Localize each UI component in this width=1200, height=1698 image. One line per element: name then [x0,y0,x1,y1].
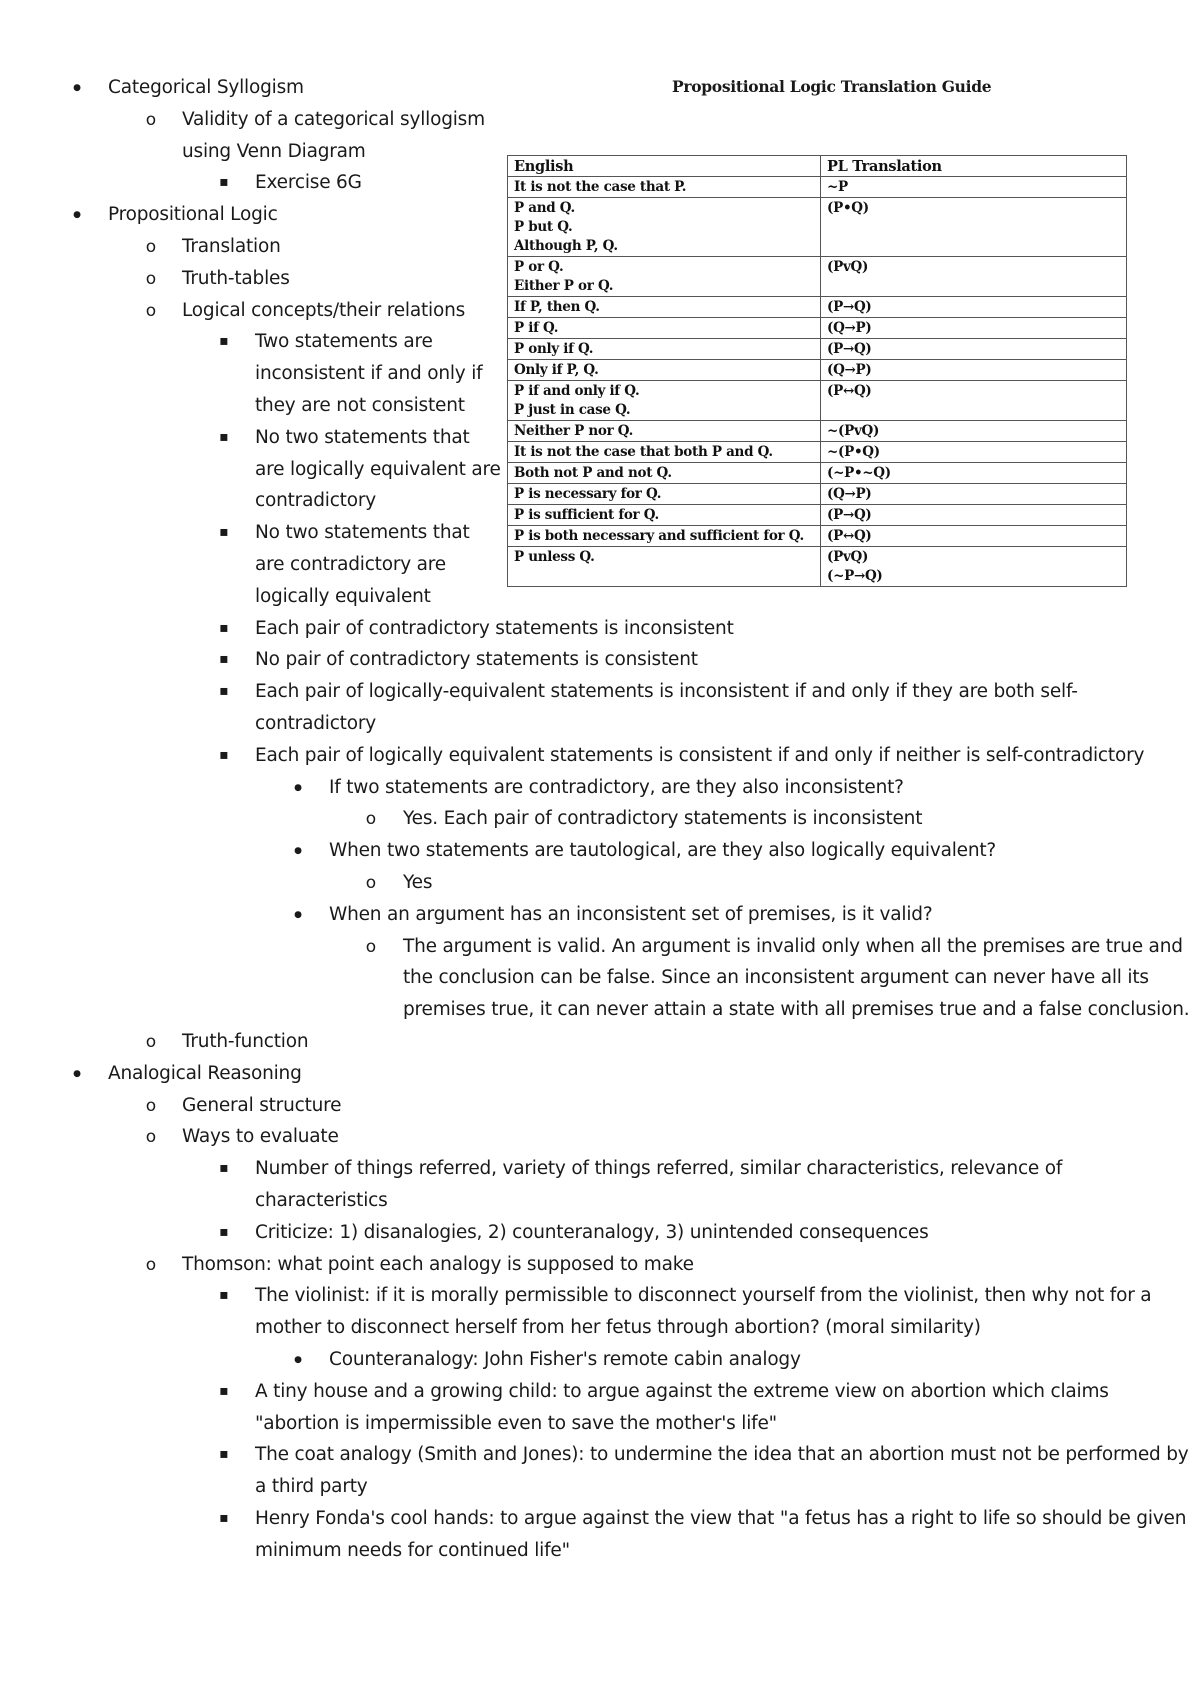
pl-formula: (PvQ) [827,259,869,275]
pl-cell [821,360,1127,381]
pl-cell [821,526,1127,547]
outline-item: Truth-function [182,1031,309,1052]
table-row [508,360,1127,381]
pl-formula: (~P→Q) [827,568,883,584]
pl-formula: (P↔Q) [827,528,872,544]
outline-item: using Venn Diagram [182,140,366,162]
outline-item: General structure [182,1094,342,1116]
outline-item: No two statements that [255,426,470,448]
english-cell [508,297,821,318]
outline-item: Each pair of logically-equivalent statements is inconsistent if and only if they are both self- [255,681,1078,703]
outline-item: Number of things referred, variety of things referred, similar characteristics, relevance of [255,1158,1063,1180]
outline-item: Henry Fonda's cool hands: to argue against the view that "a fetus has a right to life so should be given [255,1508,1187,1529]
pl-cell [821,381,1127,421]
bullet-circle-icon [141,1031,161,1053]
bullet-square-icon [214,745,234,768]
english-cell [508,318,821,339]
outline-item: The coat analogy (Smith and Jones): to undermine the idea that an abortion must not be performed by [255,1444,1189,1466]
outline-item: Ways to evaluate [182,1126,339,1148]
english-text: Either P or Q. [514,278,614,294]
outline-item: minimum needs for continued life" [255,1539,570,1561]
table-header-row [508,156,1127,177]
english-cell [508,484,821,505]
english-cell [508,198,821,257]
outline-item: Criticize: 1) disanalogies, 2) counteranalogy, 3) unintended consequences [255,1221,929,1243]
outline-item: "abortion is impermissible even to save the mother's life" [255,1412,777,1434]
table-row [508,297,1127,318]
outline-item: When two statements are tautological, are they also logically equivalent? [329,840,997,862]
outline-item: Validity of a categorical syllogism [182,108,485,130]
english-cell [508,177,821,198]
outline-item: are contradictory are [255,554,446,575]
bullet-square-icon [214,427,234,450]
table-row [508,484,1127,505]
bullet-circle-icon [361,872,381,894]
outline-item: A tiny house and a growing child: to argue against the extreme view on abortion which claims [255,1380,1109,1402]
english-text: It is not the case that both P and Q. [514,444,773,460]
pl-formula: ~P [827,179,848,195]
outline-item: Truth-tables [182,267,290,289]
pl-cell [821,198,1127,257]
outline-item: Exercise 6G [255,172,362,194]
english-text: P only if Q. [514,341,594,357]
pl-formula: (Q→P) [827,486,872,502]
pl-cell [821,442,1127,463]
pl-formula: (P→Q) [827,299,872,315]
outline-item: Each pair of logically equivalent statements is consistent if and only if neither is self-contradictory [255,744,1145,766]
outline-item: they are not consistent [255,395,465,416]
bullet-dot-icon [67,77,87,102]
bullet-circle-icon [361,808,381,830]
english-column-header: English [508,156,821,177]
bullet-square-icon [214,1285,234,1308]
english-text: Although P, Q. [514,238,618,254]
english-cell [508,463,821,484]
pl-cell [821,463,1127,484]
outline-item: Analogical Reasoning [108,1062,302,1084]
outline-item: mother to disconnect herself from her fetus through abortion? (moral similarity) [255,1317,981,1339]
bullet-square-icon [214,331,234,354]
pl-cell [821,257,1127,297]
outline-item: Each pair of contradictory statements is inconsistent [255,617,734,639]
pl-formula: (Q→P) [827,320,872,336]
pl-cell [821,339,1127,360]
english-text: Both not P and not Q. [514,465,672,481]
outline-item: characteristics [255,1190,388,1211]
bullet-square-icon [214,681,234,704]
english-text: P and Q. [514,200,575,216]
english-text: P is both necessary and sufficient for Q. [514,528,804,544]
outline-item: If two statements are contradictory, are they also inconsistent? [329,776,904,798]
outline-item: Thomson: what point each analogy is supposed to make [182,1253,694,1275]
bullet-dot-icon [288,777,308,802]
translation-guide-table [507,155,1127,587]
bullet-circle-icon [141,1254,161,1276]
bullet-square-icon [214,1508,234,1531]
bullet-dot-icon [67,204,87,229]
bullet-circle-icon [141,300,161,322]
outline-item: Categorical Syllogism [108,77,304,98]
english-cell [508,547,821,587]
translation-guide-body [508,177,1127,587]
english-cell [508,505,821,526]
bullet-square-icon [214,1381,234,1404]
outline-item: Yes [403,872,433,893]
english-text: P is necessary for Q. [514,486,662,502]
pl-cell [821,505,1127,526]
outline-item: Counteranalogy: John Fisher's remote cabin analogy [329,1349,801,1370]
table-row [508,381,1127,421]
pl-formula: (Q→P) [827,362,872,378]
english-text: P is sufficient for Q. [514,507,659,523]
outline-item: the conclusion can be false. Since an inconsistent argument can never have all its [403,967,1149,989]
english-text: Neither P nor Q. [514,423,633,439]
outline-item: When an argument has an inconsistent set of premises, is it valid? [329,903,933,925]
outline-item: Two statements are [255,331,433,353]
pl-cell [821,484,1127,505]
bullet-dot-icon [288,840,308,865]
english-text: P if Q. [514,320,559,336]
english-text: If P, then Q. [514,299,600,315]
outline-item: premises true, it can never attain a state with all premises true and a false conclusion. [403,999,1190,1021]
english-text: P or Q. [514,259,564,275]
table-row [508,463,1127,484]
bullet-circle-icon [141,236,161,258]
english-cell [508,381,821,421]
pl-cell [821,177,1127,198]
pl-cell [821,297,1127,318]
outline-item: Logical concepts/their relations [182,299,466,321]
pl-formula: ~(P•Q) [827,444,880,460]
pl-formula: (PvQ) [827,549,869,565]
outline-item: Propositional Logic [108,204,278,226]
english-cell [508,421,821,442]
bullet-square-icon [214,649,234,672]
bullet-square-icon [214,618,234,641]
pl-cell [821,318,1127,339]
outline-item: The argument is valid. An argument is invalid only when all the premises are true and [403,935,1183,957]
translation-guide-title: Propositional Logic Translation Guide [672,77,992,96]
english-cell [508,442,821,463]
outline-item: a third party [255,1476,368,1498]
bullet-circle-icon [141,268,161,290]
bullet-dot-icon [288,904,308,929]
pl-cell [821,421,1127,442]
outline-item: logically equivalent [255,585,431,607]
pl-formula: (P•Q) [827,200,869,216]
bullet-circle-icon [141,109,161,131]
english-text: P if and only if Q. [514,383,640,399]
bullet-square-icon [214,522,234,545]
table-row [508,177,1127,198]
pl-formula: (P↔Q) [827,383,872,399]
outline-item: No pair of contradictory statements is consistent [255,649,698,671]
english-text: P just in case Q. [514,402,631,418]
bullet-circle-icon [361,936,381,958]
bullet-square-icon [214,1158,234,1181]
bullet-circle-icon [141,1126,161,1148]
table-row [508,257,1127,297]
bullet-dot-icon [288,1349,308,1374]
english-cell [508,339,821,360]
bullet-square-icon [214,172,234,195]
table-row [508,318,1127,339]
table-row [508,442,1127,463]
outline-item: The violinist: if it is morally permissible to disconnect yourself from the violinist, then why not for a [255,1285,1152,1307]
outline-item: are logically equivalent are [255,458,501,480]
pl-formula: (P→Q) [827,507,872,523]
bullet-circle-icon [141,1095,161,1117]
bullet-square-icon [214,1222,234,1245]
pl-column-header: PL Translation [821,156,1127,177]
english-cell [508,526,821,547]
table-row [508,505,1127,526]
outline-item: contradictory [255,713,376,734]
english-text: Only if P, Q. [514,362,599,378]
outline-item: Translation [182,236,281,257]
pl-cell [821,547,1127,587]
english-text: P but Q. [514,219,573,235]
table-row [508,339,1127,360]
outline-item: inconsistent if and only if [255,363,483,385]
pl-formula: (P→Q) [827,341,872,357]
english-text: It is not the case that P. [514,179,687,195]
english-text: P unless Q. [514,549,595,565]
table-row [508,421,1127,442]
bullet-square-icon [214,1444,234,1467]
table-row [508,198,1127,257]
table-row [508,547,1127,587]
table-row [508,526,1127,547]
outline-item: Yes. Each pair of contradictory statements is inconsistent [403,808,923,830]
outline-item: No two statements that [255,522,470,544]
english-cell [508,360,821,381]
bullet-dot-icon [67,1063,87,1088]
outline-item: contradictory [255,490,376,512]
pl-formula: ~(PvQ) [827,423,880,439]
pl-formula: (~P•~Q) [827,465,891,481]
english-cell [508,257,821,297]
